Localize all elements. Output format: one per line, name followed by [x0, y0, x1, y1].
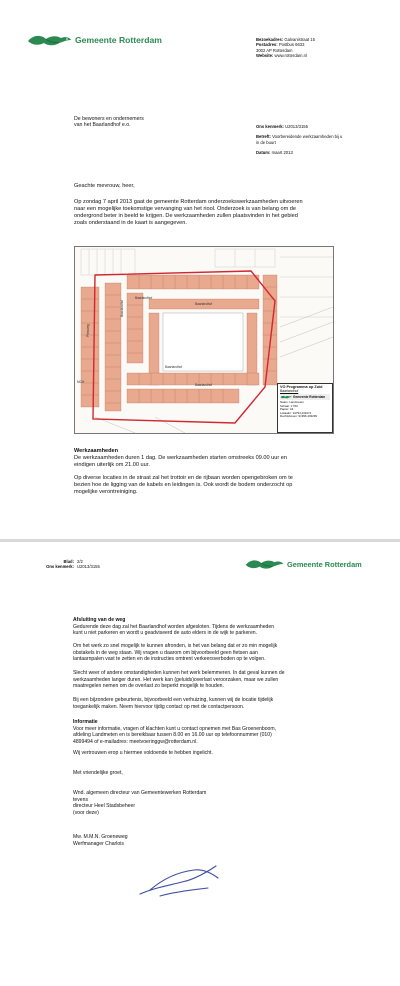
lion-emblem-icon: [26, 32, 72, 48]
street-label: Baarlandhof: [195, 302, 213, 306]
gebeurtenis-paragraph: Bij een bijzondere gebeurtenis, bijvoorbeeld een verhuizing, kunnen wij de locatie tijdelijk toegankelijk maken. Neem hiervoor tijdig contact op met de contactpersoon.: [73, 697, 274, 710]
brand-name: Gemeente Rotterdam: [75, 35, 162, 45]
reference-block: Ons kenmerk: U2013/3155 Betreft: Voorbereidende werkzaamheden bij u in de buurt Datum: maart 2013: [256, 124, 343, 156]
street-label: Baarlandhof: [135, 296, 153, 300]
area-map: [74, 246, 334, 434]
trust-line: Wij vertrouwen erop u hiermee voldoende te hebben ingelicht.: [73, 750, 213, 756]
brand-logo: [244, 557, 362, 571]
lion-emblem-icon: [244, 557, 284, 571]
recipient-block: De bewoners en ondernemers van het Baarlandhof e.o.: [74, 116, 144, 129]
letter-page-2: [0, 542, 400, 986]
weer-paragraph: Slecht weer of andere omstandigheden kunnen het werk belemmeren. In dat geval kunnen de werkzaamheden langer duren. Het werk kan (geluids)overlast veroorzaken, maar we zullen maatregelen nemen om de overlast zo beperkt mogelijk te houden.: [73, 670, 285, 690]
afsluiting-section: Afsluiting van de weg Gedurende deze dag zal het Baarlandhof worden afgesloten. Tijdens de werkzaamheden kunt u niet parkeren en wordt u geadviseerd de auto elders in de wijk te parkeren.: [73, 617, 275, 637]
street-label: Pleinweg: [86, 324, 90, 337]
signature-image: [130, 858, 226, 902]
brand-logo: [26, 32, 162, 48]
salutation: Geachte mevrouw, heer,: [74, 183, 135, 189]
informatie-section: Informatie Voor meer informatie, vragen of klachten kunt u contact opnemen met Bas Groenenboom, afdeling Landmeten en is bereikbaar tussen 8.00 en 16.00 uur op telefoonnummer (010) 4899494 of e-mailadres: meetvoeringgw@rotterdam.nl.: [73, 719, 277, 745]
sender-address: Bezoekadres: Galvanistraat 15 Postadres: Postbus 6633 3002 AP Rotterdam Website: www.rotterdam.nl: [256, 37, 315, 59]
afsluiting-heading: Afsluiting van de weg: [73, 617, 126, 623]
closing-line: Met vriendelijke groet,: [73, 770, 123, 776]
page-meta-values: 2/2 U2013/3155: [77, 559, 100, 570]
intro-paragraph: Op zondag 7 april 2013 gaat de gemeente Rotterdam onderzoekswerkzaamheden uitvoeren naar een mogelijke toekomstige vervanging van het riool. Onderzoek is van belang om de ondergrond beter in beeld te krijgen. De werkzaamheden zullen plaatsvinden in het gebied zoals onderstaand in de kaart is aangegeven.: [74, 199, 303, 226]
informatie-heading: Informatie: [73, 719, 98, 725]
street-label: Baarlandhof: [195, 383, 213, 387]
obstakels-paragraph: Om het werk zo snel mogelijk te kunnen afronden, is het van belang dat er zo min mogelijk obstakels in de weg staan. Wij vragen u daarom om bijvoorbeeld geen fietsen aan lantaarnpalen vast te zetten en de instructies omtrent verkeersverboden op te volgen.: [73, 643, 278, 663]
page-meta: Blad: Ons kenmerk:: [46, 559, 74, 570]
werkzaamheden-heading: Werkzaamheden: [74, 448, 119, 454]
signer-name-block: Mw. M.M.N. Groeneweg Werfmanager Charlois: [73, 834, 128, 847]
street-label: Baarlandhof: [165, 365, 183, 369]
street-label: Baarlandhof: [120, 299, 124, 317]
werkzaamheden-section: Werkzaamheden De werkzaamheden duren 1 dag. De werkzaamheden starten omstreeks 09.00 uur en eindigen uiterlijk om 21.00 uur. Op diverse locaties in de straat zal het trottoir en de rijbaan worden opengebroken om te bezien hoe de ligging van de kabels en leidingen is. Ook wordt de bodem onderzocht op mogelijke verontreiniging.: [74, 448, 293, 495]
brand-name: Gemeente Rotterdam: [287, 559, 362, 569]
map-side-label: MCH: [77, 380, 85, 384]
signer-title-block: Wnd. algemeen directeur van Gemeentewerken Rotterdam tevens directeur Heel Stadsbeheer (voor deze): [73, 790, 207, 816]
map-legend: VO Programma op Zuid Baarlandhof Gemeente Rotterdam Naam: Landmeten Schaal: 1:760 Papier: A4 Lokaalnr: 91794,433274 Rechtsboven: 91996,433299: [277, 383, 333, 433]
